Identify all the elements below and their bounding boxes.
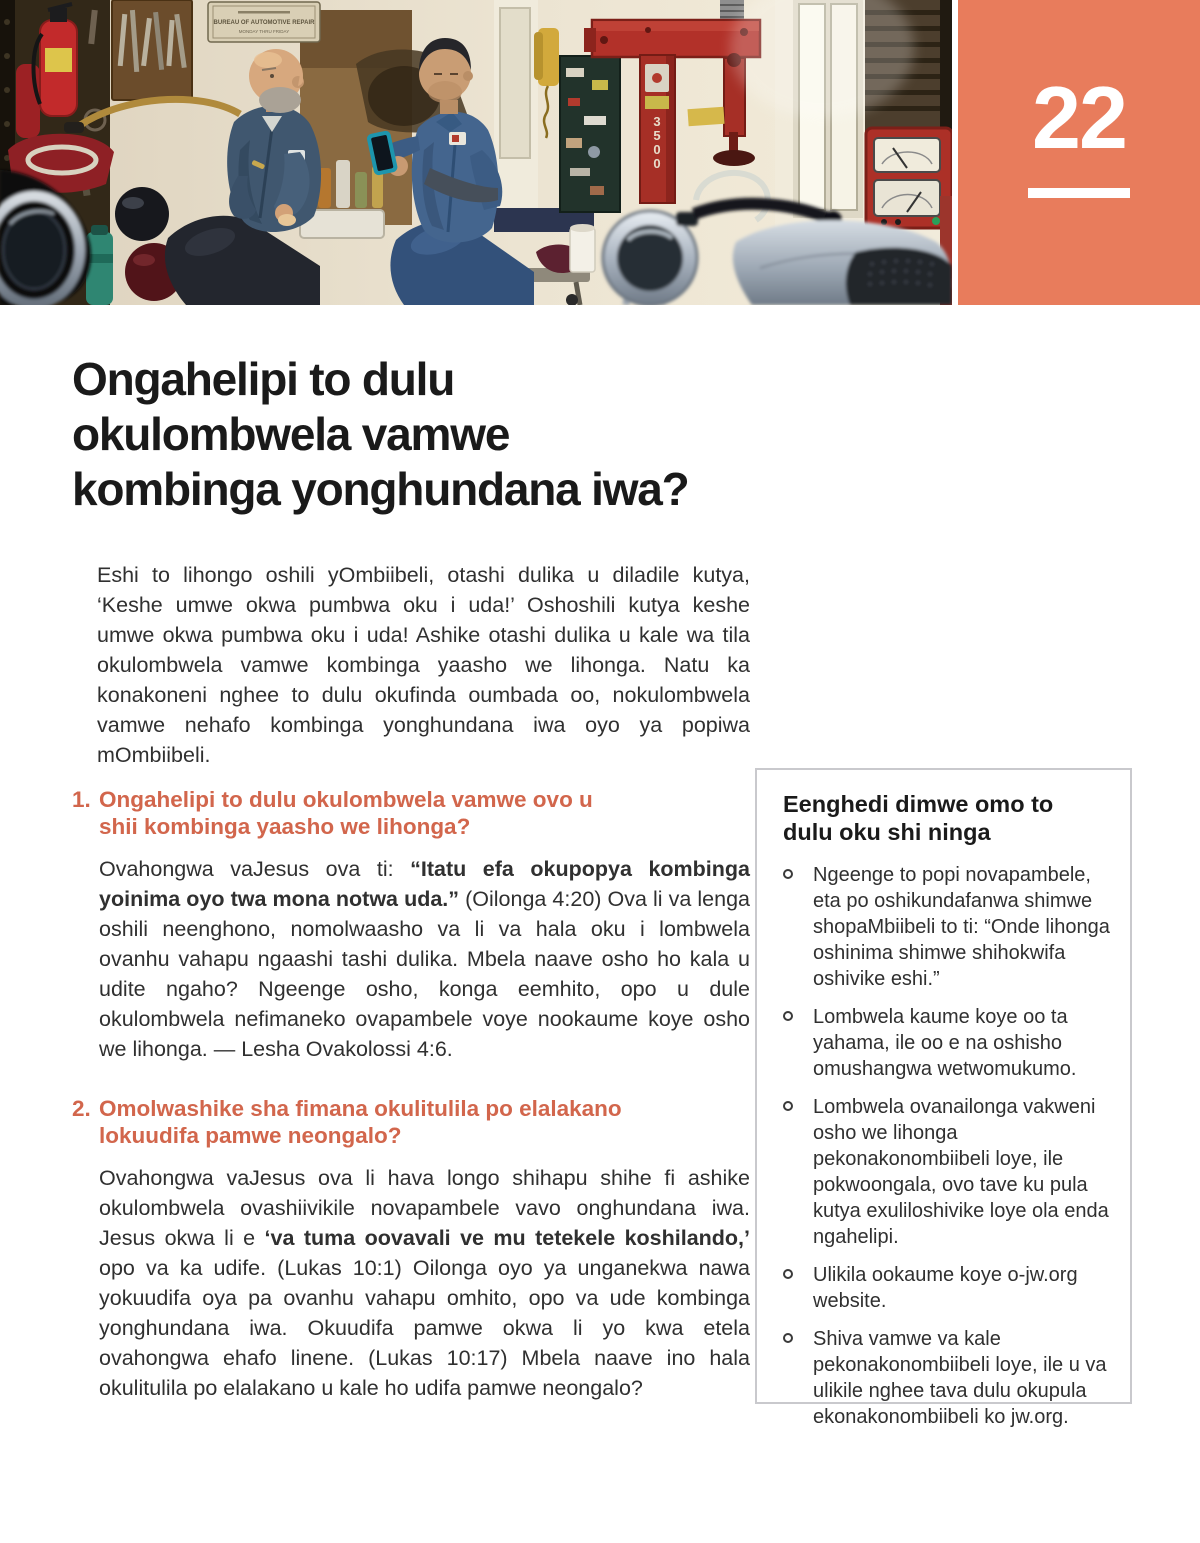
list-item: Lombwela kaume koye oo ta yahama, ile oo e na oshisho omushangwa wetwomukumo. (783, 1004, 1114, 1082)
title-line: okulombwela vamwe (72, 408, 510, 460)
garage-photo-illustration (0, 0, 952, 305)
question-heading-text: Omolwashike sha fimana okulitulila po elalakano lokuudifa pamwe neongalo? (99, 1096, 622, 1148)
coffee-cup (570, 224, 595, 272)
bullet-circle-icon (783, 1269, 793, 1279)
tool-board (112, 0, 192, 100)
bullet-circle-icon (783, 1101, 793, 1111)
scripture-quote: “Itatu efa okupopya kombinga yoinima oyo twa mona notwa uda.” (99, 857, 750, 911)
question-heading-text: Ongahelipi to dulu okulombwela vamwe ovo u shii kombinga yaasho we lihonga? (99, 787, 593, 839)
list-item: Lombwela ovanailonga vakweni osho we lihonga pekonakonombiibeli loye, ile pokwoongala, ovo tave ku pula kutya exuliloshivike loye ola enda ngahelipi. (783, 1094, 1114, 1250)
question-heading (72, 1095, 750, 1149)
list-item: Ulikila ookaume koye o-jw.org website. (783, 1262, 1114, 1314)
sidebar-title: Eenghedi dimwe omo to dulu oku shi ninga (783, 791, 1054, 845)
header-photo (0, 0, 952, 305)
question-paragraph: Ovahongwa vaJesus ova ti: “Itatu efa okupopya kombinga yoinima oyo twa mona notwa uda.” (Oilonga 4:20) Ova li va lenga oshili neenghono, nomolwaasho va li va hala oku i lombwela ovanhu vahapu ngaashi tashi dulika. Mbela naave osho ho kala u udite ngaho? Ngeenge osho, konga eemhito, opo u dule okulombwela nefimaneko ovapambele voye nookaume koye osho we lihonga. — Lesha Ovakolossi 4:6. (99, 857, 750, 1061)
question-block-2 (72, 1095, 750, 1403)
question-number: 1. (72, 787, 91, 812)
chapter-number-block (958, 0, 1200, 305)
intro-paragraph: Eshi to lihongo oshili yOmbiibeli, otashi dulika u diladile kutya, ‘Keshe umwe okwa pumbwa oku i uda!’ Oshoshili kutya keshe umwe okwa pumbwa oku i uda! Ashike otashi dulika u kale wa tila okulombwela vamwe kombinga yaasho we lihonga. Natu ka konakoneni nghee to dulu okufinda oumbada oo, nokulombwela vamwe nehafo kombinga yonghundana iwa oyo ya popiwa mOmbiibeli. (97, 563, 750, 767)
sidebar-box (755, 768, 1132, 1428)
list-item: Shiva vamwe va kale pekonakonombiibeli loye, ile u va ulikile nghee tava dulu okupula ekonakonombiibeli ko jw.org. (783, 1326, 1114, 1430)
chapter-number: 22 (1032, 68, 1126, 167)
title-line: kombinga yonghundana iwa? (72, 463, 689, 515)
article-title (72, 352, 772, 517)
question-paragraph: Ovahongwa vaJesus ova li hava longo shihapu shihe fi ashike okulombwela ovashiivikile novapambele vavo onghundana iwa. Jesus okwa li e ‘va tuma oovavali ve mu tetekele koshilando,’ opo va ka udife. (Lukas 10:1) Oilonga oyo ya unganekwa nawa yokuudifa oya pa ovanhu vahapu omhito, opo va ude kombinga yonghundana iwa. Okuudifa pamwe okwa li yo kwa etela ovahongwa ehafo linene. (Lukas 10:17) Mbela naave ino hala okulitulila po elalakano u kale ho udifa pamwe neongalo? (99, 1166, 750, 1400)
question-heading (72, 786, 750, 840)
scripture-quote: ‘va tuma oovavali ve mu tetekele koshilando,’ (264, 1226, 750, 1250)
list-item: Ngeenge to popi novapambele, eta po oshikundafanwa shimwe shopaMbiibeli to ti: “Onde lihonga oshinima shimwe shihokwifa oshivike eshi.” (783, 862, 1114, 992)
sticker-board (560, 56, 620, 212)
questions-section (72, 786, 750, 1434)
bullet-circle-icon (783, 1011, 793, 1021)
title-line: Ongahelipi to dulu (72, 353, 455, 405)
lift-label: 3 5 0 0 (653, 114, 661, 171)
sign-subtext: MONDAY THRU FRIDAY (238, 29, 290, 34)
question-block-1 (72, 786, 750, 1064)
bullet-circle-icon (783, 869, 793, 879)
wall-sign (208, 2, 320, 42)
sidebar-list (783, 862, 1114, 1430)
question-number: 2. (72, 1096, 91, 1121)
bullet-circle-icon (783, 1333, 793, 1343)
header (0, 0, 1200, 305)
sign-text: BUREAU OF AUTOMOTIVE REPAIR (213, 20, 315, 26)
chapter-underline (1028, 188, 1130, 198)
